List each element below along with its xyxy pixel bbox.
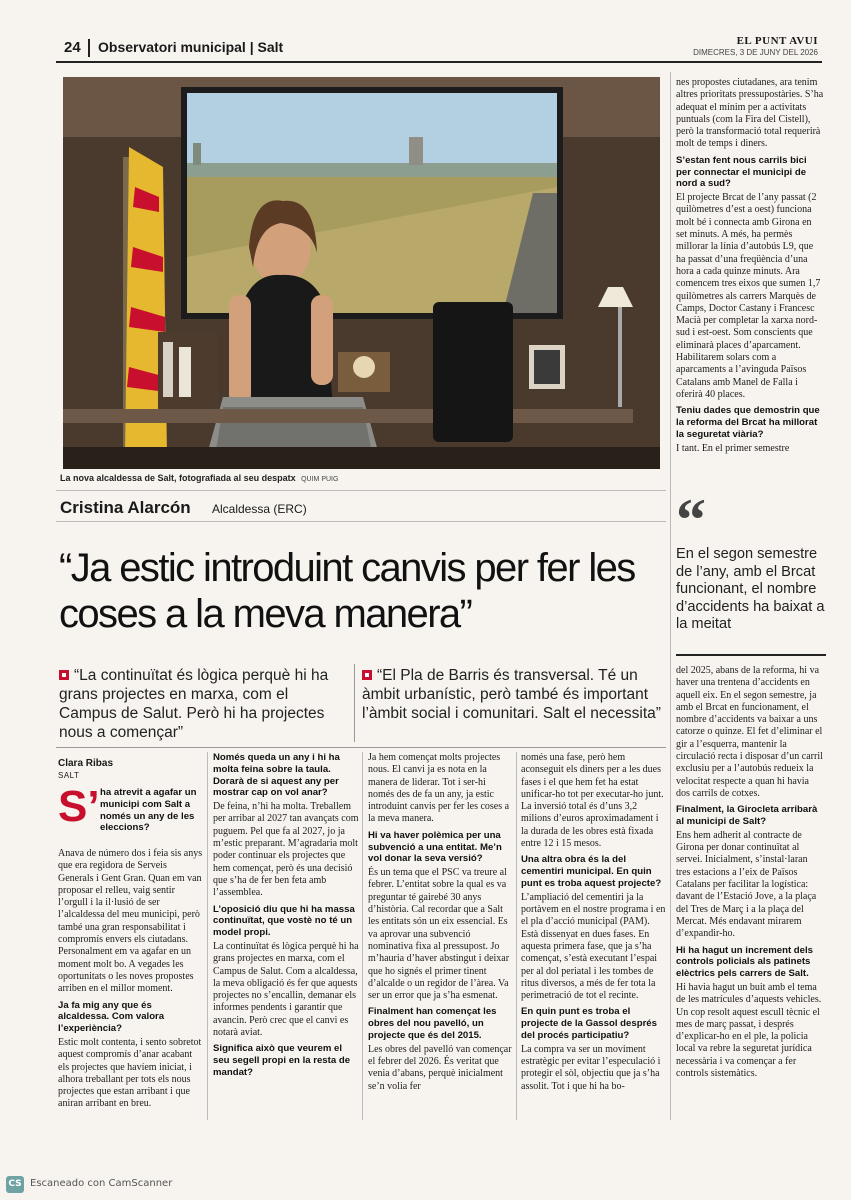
question: Finalment han començat les obres del nou pavelló, un projecte que és del 2015. <box>368 1006 497 1042</box>
column-1-lead <box>100 787 203 836</box>
pull-quote-divider <box>354 664 355 742</box>
camscanner-logo-icon: CS <box>6 1176 24 1193</box>
answer: nes propostes ciutadanes, ara tenim altres prioritats pressupostàries. S’ha adequat el mínim per a activitats puntuals (com la Fira del Cistell), però la transformació total requerirà molt de temps i diners. <box>676 77 824 150</box>
pull-quote-text: “La continuïtat és lògica perquè hi ha grans projectes en marxa, com el Campus de Salut. Però hi ha projectes nous a començar” <box>59 667 329 741</box>
page-header <box>56 37 822 63</box>
question: Hi va haver polèmica per una subvenció a una entitat. Me’n vol donar la seva versió? <box>368 829 502 865</box>
section-title: Observatori municipal | Salt <box>98 39 284 55</box>
interviewee-name: Cristina Alarcón <box>60 498 191 517</box>
question: En quin punt es troba el projecte de la Gassol després del procés participatiu? <box>521 1006 657 1042</box>
column-divider <box>207 752 208 1120</box>
answer: del 2025, abans de la reforma, hi va haver una trentena d’accidents en aquell eix. En el segon semestre, ja amb el Brcat en funcionament, el nombre d’accidents va baixar a uns catorze o quinze. El fet d’eliminar el gir a l’esquerra, mantenir la circulació recta i disposar d’un carril exclusiu per a l’autobús redueix la velocitat respecte a quan hi havia dos carrils de cotxes. <box>676 665 823 799</box>
question: ha atrevit a agafar un municipi com Salt a només un any de les eleccions? <box>100 787 197 834</box>
column-3 <box>368 752 513 1095</box>
interviewee-line <box>56 490 666 522</box>
question: Ja fa mig any que és alcaldessa. Com valora l’experiència? <box>58 999 165 1035</box>
scanner-text: Escaneado con CamScanner <box>30 1178 173 1189</box>
section-rule <box>56 747 666 748</box>
answer: Ens hem adherit al contracte de Girona per donar continuïtat al servei. Inicialment, s’instal·laran tres estacions a l’eix de Països Catalans per facilitar la logística: davant de l’Estació Jove, a la plaça del Tres de Març i a la plaça del Mercat. Més endavant mirarem d’expandir-ho. <box>676 829 817 940</box>
column-4 <box>521 752 666 1095</box>
column-5-bottom <box>676 665 824 1082</box>
column-divider <box>362 752 363 1120</box>
question: Una altra obra és la del cementiri municipal. En quin punt es troba aquest projecte? <box>521 854 662 889</box>
column-1 <box>58 848 203 1113</box>
question: Significa això que veurem el seu segell propi en la resta de mandat? <box>213 1043 351 1078</box>
scanner-footer <box>0 1172 851 1200</box>
answer: I tant. En el primer semestre <box>676 442 790 454</box>
caption-text: La nova alcaldessa de Salt, fotografiada al seu despatx <box>60 473 296 483</box>
question: Teniu dades que demostrin que la reforma del Brcat ha millorat la seguretat viària? <box>676 405 820 440</box>
author-place: SALT <box>58 771 80 780</box>
pull-quote-text: “El Pla de Barris és transversal. Té un àmbit urbanístic, però també és important l’àmbit social i comunitari. Salt el necessita” <box>362 667 661 722</box>
interview-photo <box>63 77 660 469</box>
side-quote: En el segon semestre de l’any, amb el Brcat funcionant, el nombre d’accidents ha baixat a la meitat <box>676 546 825 633</box>
red-square-icon <box>362 670 372 680</box>
answer: L’ampliació del cementiri ja la portàvem en el nostre programa i en el pla d’acció municipal (PAM). Està dissenyat en dues fases. En aquesta primera fase, que ja s’ha començat, s’està executant l’espai per al dol periatal i les tombes de ritus diversos, a més de fer tota la perimetració de tot el recinte. <box>521 891 666 1002</box>
photo-illustration <box>63 77 660 469</box>
answer: Hi havia hagut un buit amb el tema de les matrícules d’aquests vehicles. Un cop resolt aquest escull tècnic el mes de març passat, i després d’explicar-ho en el ple, la policia local va rebre la seguretat jurídica necessària i va començar a fer controls sistemàtics. <box>676 981 822 1079</box>
answer: La compra va ser un moviment estratègic per evitar l’especulació i protegir el sòl, objectiu que ja s’ha assolit. Tot i que hi ha bo- <box>521 1043 661 1092</box>
answer: Ja hem començat molts projectes nous. El canvi ja es nota en la manera de liderar. Tot i ser-hi només des de fa un any, ja estic introduint canvis per fer les coses a la meva manera. <box>368 752 510 825</box>
quote-mark-icon: “ <box>676 487 706 553</box>
pull-quote-right <box>362 666 662 723</box>
pull-quote-left <box>59 666 349 742</box>
header-divider <box>88 39 90 57</box>
answer: És un tema que el PSC va treure al febrer. L’entitat sobre la qual es va preguntar té gairebé 30 anys d’història. Cal recordar que a Salt les entitats són un eix essencial. Es va aprovar una subvenció nominativa fixa al pressupost. Jo m’hauria d’haver abstingut i deixar que ho signés el primer tinent d’alcalde o un regidor de l’àrea. Va ser un error que ja s’ha esmenat. <box>368 867 510 1002</box>
answer: Anava de número dos i feia sis anys que era regidora de Serveis Generals i Gent Gran. Quan em van proposar el relleu, vaig sentir l’orgull i la il·lusió de ser l’alcaldessa del meu municipi, però també una gran responsabilitat i compromís envers els ciutadans. Personalment em va agafar en un moment molt bo. A vegades les oportunitats o les noves propostes arriben en el millor moment. <box>58 848 203 995</box>
drop-cap: S’ <box>58 782 100 831</box>
answer: La continuïtat és lògica perquè hi ha grans projectes en marxa, com el Campus de Salut. Com a alcaldessa, la meva obligació és fer que aquests projectes no s’encallin, demanar els informes pendents i garantir que avancin. Però crec que el canvi es notarà aviat. <box>213 940 359 1039</box>
author-name: Clara Ribas <box>58 758 114 769</box>
column-divider <box>516 752 517 1120</box>
answer: només una fase, però hem aconseguit els diners per a les dues fases i el que hem fet ha estat unificar-ho tot per executar-ho junt. La inversió total és d’uns 3,2 milions d’euros aproximadament i la durada de les obres està fixada entre 12 i 15 mesos. <box>521 752 664 850</box>
question: Finalment, la Girocleta arribarà al municipi de Salt? <box>676 804 818 828</box>
headline: “Ja estic introduint canvis per fer les coses a la meva manera” <box>59 546 635 636</box>
question: Només queda un any i hi ha molta feina sobre la taula. Dorarà de si aquest any per mostrar cap on vol anar? <box>213 752 340 799</box>
question: Hi ha hagut un increment dels controls policials als patinets elèctrics pels carrers de Salt. <box>676 944 813 980</box>
question: L’oposició diu que hi ha massa continuïtat, que vostè no té un model propi. <box>213 903 355 939</box>
column-5-top <box>676 77 824 457</box>
answer: Estic molt contenta, i sento sobretot aquest compromís d’anar acabant els projectes que havíem iniciat, i alhora treballant per tots els nous projectes que estan arribant i que aniran arribant en breu. <box>58 1036 202 1110</box>
column-2 <box>213 752 359 1081</box>
answer: El projecte Brcat de l’any passat (2 quilòmetres d’est a oest) funciona molt bé i connecta amb Girona en set minuts. A més, ha permès millorar la línia d’autobús L9, que ha passat d’una freqüència d’una hora a cada quinze minuts. Ara comencem tres eixos que sumen 1,7 quilòmetres als carrers Marquès de Camps, Doctor Castany i Francesc Macià per completar la xarxa nord-sud i est-oest. Som conscients que eliminarà places d’aparcament. Habilitarem solars com a aparcaments a l’avinguda Països Catalans amb Manel de Falla i oferirà 40 places. <box>676 192 821 400</box>
side-quote-rule <box>676 654 826 656</box>
interviewee-role: Alcaldessa (ERC) <box>212 502 307 516</box>
column-divider <box>670 72 671 1120</box>
page-number: 24 <box>64 39 81 56</box>
question: S’estan fent nous carrils bici per connectar el municipi de nord a sud? <box>676 154 807 190</box>
answer: Les obres del pavelló van començar el febrer del 2026. És veritat que venia d’abans, perquè inicialment se’n volia fer <box>368 1043 512 1092</box>
newspaper-brand: EL PUNT AVUI <box>736 35 818 47</box>
red-square-icon <box>59 670 69 680</box>
photo-caption <box>60 473 338 483</box>
answer: De feina, n’hi ha molta. Treballem per arribar al 2027 tan avançats com puguem. Pel que fa al 2027, jo ja m’estic preparant. M’agradaria molt poder continuar els projectes que hem començat, però és una decisió que s’ha de fer ben feta amb l’assemblea. <box>213 801 359 899</box>
issue-date: DIMECRES, 3 DE JUNY DEL 2026 <box>693 48 818 57</box>
photo-credit: QUIM PUIG <box>301 476 339 483</box>
